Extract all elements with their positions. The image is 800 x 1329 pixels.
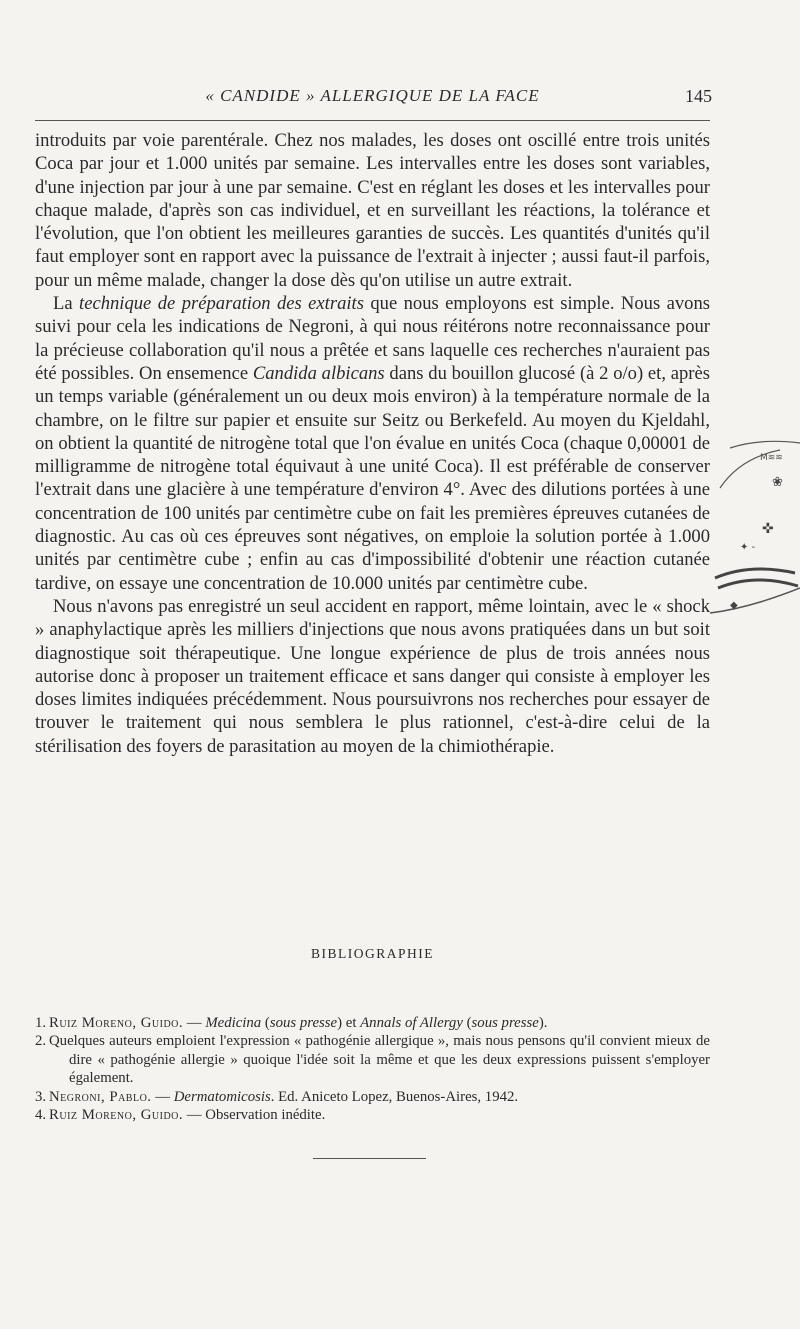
svg-text:M≋≋: M≋≋ (760, 453, 783, 463)
bibliography-heading: BIBLIOGRAPHIE (311, 946, 434, 961)
svg-text:❀: ❀ (772, 475, 783, 490)
paragraph-conclusion: Nous n'avons pas enregistré un seul accident en rapport, même lointain, avec le « shock » anaphylactique après les milliers d'injections que nous avons pratiquées dans un but soit diagnostique soit thérapeutique. Une longue expérience de plus de trois années nous autorise donc à proposer un traitement efficace et sans danger qui consiste à employer les doses limites indiquées précédemment. Nous poursuivrons nos recherches pour essayer de trouver le traitement qui nous semblera le plus rationnel, c'est-à-dire celui de la stérilisation des foyers de parasitation au moyen de la chimiothérapie. (35, 595, 710, 757)
header-rule (35, 120, 710, 121)
closing-rule (313, 1158, 426, 1159)
bibliography-ref-2: 2. Quelques auteurs emploient l'expression « pathogénie allergique », mais nous pensons qu'il convient mieux de dire « pathogénie allergie » quoique l'idée soit la même et que les deux expressions puissent s'employer également. (35, 1033, 710, 1087)
svg-text:✜: ✜ (762, 521, 774, 537)
species-name: Candida albicans (252, 362, 385, 384)
paragraph-dosage: introduits par voie parentérale. Chez nos malades, les doses ont oscillé entre trois unités Coca par jour et 1.000 unités par semaine. Les intervalles entre les doses sont variables, d'une injection par jour à une par semaine. C'est en réglant les doses et les intervalles pour chaque malade, d'après son cas individuel, et en surveillant les réactions, la tolérance et l'évolution, que l'on obtient les meilleures garanties de succès. Les quantités d'unités qu'il faut employer sont en rapport avec la puissance de l'extrait à injecter ; aussi faut-il parfois, pour un même malade, changer la dose dès qu'on utilise un autre extrait. (35, 130, 710, 291)
bibliography-ref-3: 3. Negroni, Pablo. — Dermatomicosis. Ed. Aniceto Lopez, Buenos-Aires, 1942. (35, 1088, 519, 1105)
library-stamp-icon (700, 438, 800, 618)
running-title: « CANDIDE » ALLERGIQUE DE LA FACE (205, 86, 540, 105)
svg-text:◆: ◆ (730, 600, 738, 611)
bibliography-list (35, 1014, 710, 1124)
body-text (35, 129, 710, 758)
page-number: 145 (685, 86, 712, 106)
bibliography-ref-4: 4. Ruiz Moreno, Guido. — Observation inédite. (35, 1107, 326, 1124)
running-header (35, 86, 710, 116)
svg-text:✦ -: ✦ - (740, 542, 756, 553)
italic-phrase: technique de préparation des extraits (79, 293, 364, 315)
paragraph-technique: La technique de préparation des extraits que nous employons est simple. Nous avons suivi pour cela les indications de Negroni, à qui nous réitérons notre reconnaissance pour la précieuse collaboration qu'il nous a prêtée et sans laquelle ces recherches n'auraient pas été possibles. On ensemence Candida albicans dans du bouillon glucosé (à 2 o/o) et, après un temps variable (généralement un ou deux mois environ) à la température normale de la chambre, on le filtre sur papier et ensuite sur Seitz ou Berkefeld. Au moyen du Kjeldahl, on obtient la quantité de nitrogène total que l'on évalue en unités Coca (chaque 0,00001 de milligramme de nitrogène total équivaut à une unité Coca). Il est préférable de conserver l'extrait dans une glacière à une température d'environ 4°. Avec des dilutions portées à une concentration de 100 unités par centimètre cube on fait les premières épreuves cutanées de diagnostic. Au cas où ces épreuves sont négatives, on emploie la solution portée à 1.000 unités par centimètre cube ; enfin au cas d'impossibilité d'obtenir une réaction cutanée tardive, on essaye une concentration de 10.000 unités par centimètre cube. (35, 293, 710, 594)
bibliography-ref-1: 1. Ruiz Moreno, Guido. — Medicina (sous presse) et Annals of Allergy (sous presse). (35, 1015, 548, 1031)
